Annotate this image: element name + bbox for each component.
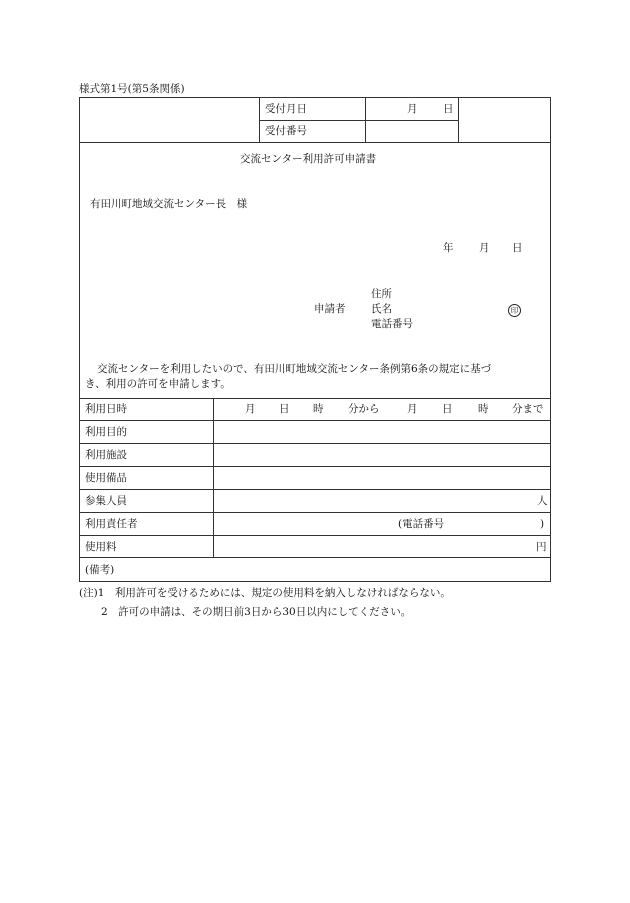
usage-from-hour: 時 [313,403,324,415]
divider [259,120,458,121]
note-2: 2 許可の申請は、その期日前3日から30日以内にしてください。 [101,606,412,618]
divider [80,443,550,444]
date-month: 月 [479,242,490,254]
attendees-label: 参集人員 [85,495,127,507]
request-text-line1: 交流センターを利用したいので、有田川町地域交流センター条例第6条の規定に基づ [97,363,492,375]
usage-to-hour: 時 [478,403,489,415]
date-day: 日 [512,242,523,254]
reception-day: 日 [443,103,454,115]
form-number: 様式第1号(第5条関係) [79,83,185,95]
reception-number-label: 受付番号 [265,125,307,137]
usage-from-day: 日 [279,403,290,415]
divider [80,398,550,399]
divider [80,142,550,143]
usage-to-minute: 分まで [512,403,544,415]
attendees-unit: 人 [537,495,548,507]
application-form [79,97,551,582]
reception-month: 月 [407,103,418,115]
usage-from-month: 月 [245,403,256,415]
manager-phone-close: ) [540,518,545,530]
usage-datetime-label: 利用日時 [85,403,127,415]
usage-to-day: 日 [442,403,453,415]
seal-mark: 印 [508,304,521,317]
divider [80,512,550,513]
fee-unit: 円 [536,541,547,553]
divider [80,535,550,536]
reception-date-label: 受付月日 [265,103,307,115]
note-1: (注)1 利用許可を受けるためには、規定の使用料を納入しなければならない。 [79,587,451,599]
divider [80,557,550,558]
applicant-address: 住所 [371,288,392,300]
equipment-label: 使用備品 [85,472,127,484]
remarks-label: (備考) [85,564,115,576]
applicant-phone: 電話番号 [371,318,413,330]
divider [80,466,550,467]
manager-phone-open: (電話番号 [398,518,445,530]
applicant-label: 申請者 [314,303,346,315]
addressee: 有田川町地域交流センター長 様 [90,198,248,210]
divider [80,489,550,490]
divider [213,398,214,557]
purpose-label: 利用目的 [85,426,127,438]
facility-label: 利用施設 [85,449,127,461]
request-text-line2: き、利用の許可を申請します。 [85,378,231,390]
manager-label: 利用責任者 [85,518,138,530]
divider [458,98,459,142]
usage-to-month: 月 [407,403,418,415]
usage-from-minute: 分から [348,403,380,415]
divider [80,420,550,421]
date-year: 年 [443,242,454,254]
document-title: 交流センター利用許可申請書 [240,153,377,165]
applicant-name: 氏名 [371,303,392,315]
fee-label: 使用料 [85,541,117,553]
